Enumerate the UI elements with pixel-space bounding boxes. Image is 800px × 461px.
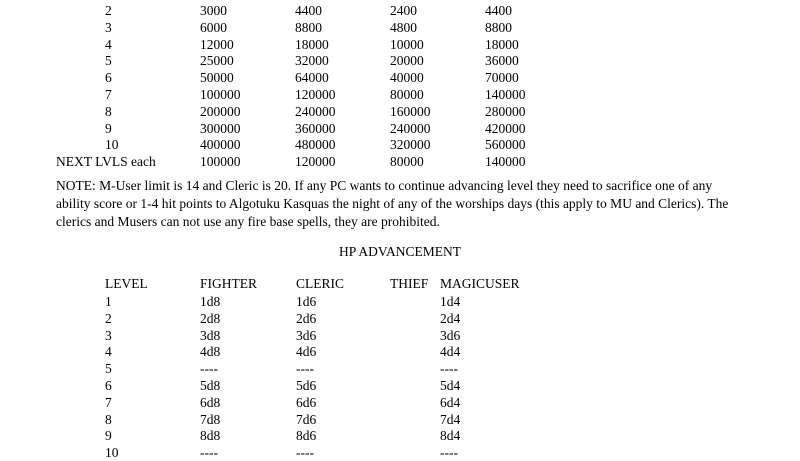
hp-level-cell: 7 xyxy=(105,394,112,410)
hp-dice-cell: 1d6 xyxy=(296,294,317,309)
xp-value-cell: 18000 xyxy=(485,36,519,52)
xp-value-cell: 3000 xyxy=(200,3,227,18)
xp-value-cell: 25000 xyxy=(200,53,234,69)
xp-value-cell: 160000 xyxy=(390,103,431,119)
xp-value-cell: 80000 xyxy=(390,87,424,102)
hp-dice-cell: 2d6 xyxy=(296,310,317,326)
xp-value-cell: 32000 xyxy=(295,53,329,69)
xp-level-cell: NEXT LVLS each xyxy=(56,154,156,170)
hp-dice-cell: 8d8 xyxy=(200,428,221,444)
xp-value-cell: 20000 xyxy=(390,53,424,69)
xp-value-cell: 4400 xyxy=(295,3,322,18)
xp-value-cell: 18000 xyxy=(295,36,329,52)
hp-dice-cell: 3d6 xyxy=(440,327,461,343)
hp-dice-cell: 4d4 xyxy=(440,344,461,360)
xp-value-cell: 64000 xyxy=(295,70,329,86)
hp-level-cell: 2 xyxy=(105,310,112,326)
xp-value-cell: 8800 xyxy=(295,19,322,35)
hp-dice-cell: 5d8 xyxy=(200,378,221,393)
hp-dice-cell: 6d4 xyxy=(440,394,461,410)
xp-level-cell: 3 xyxy=(105,19,112,35)
hp-header-thief: THIEF xyxy=(390,276,429,291)
xp-value-cell: 280000 xyxy=(485,103,526,119)
xp-value-cell: 100000 xyxy=(200,87,241,102)
hp-dice-cell: ---- xyxy=(200,361,218,377)
xp-value-cell: 6000 xyxy=(200,19,227,35)
xp-value-cell: 10000 xyxy=(390,36,424,52)
xp-value-cell: 140000 xyxy=(485,87,526,102)
xp-value-cell: 100000 xyxy=(200,154,241,170)
xp-level-cell: 6 xyxy=(105,70,112,86)
xp-value-cell: 40000 xyxy=(390,70,424,86)
xp-value-cell: 560000 xyxy=(485,137,526,153)
xp-value-cell: 50000 xyxy=(200,70,234,86)
xp-value-cell: 480000 xyxy=(295,137,336,153)
xp-value-cell: 400000 xyxy=(200,137,241,153)
xp-value-cell: 200000 xyxy=(200,103,241,119)
hp-dice-cell: ---- xyxy=(200,445,218,461)
xp-value-cell: 36000 xyxy=(485,53,519,69)
hp-advancement-title: HP ADVANCEMENT xyxy=(339,244,461,259)
xp-value-cell: 120000 xyxy=(295,87,336,102)
hp-dice-cell: 7d8 xyxy=(200,411,221,427)
hp-dice-cell: 7d6 xyxy=(296,411,317,427)
hp-header-cleric: CLERIC xyxy=(296,276,345,291)
xp-value-cell: 4800 xyxy=(390,19,417,35)
hp-level-cell: 10 xyxy=(105,445,119,461)
xp-value-cell: 12000 xyxy=(200,36,234,52)
hp-dice-cell: ---- xyxy=(440,361,458,377)
hp-level-cell: 8 xyxy=(105,411,112,427)
xp-level-cell: 9 xyxy=(105,120,112,136)
xp-level-cell: 5 xyxy=(105,53,112,69)
xp-value-cell: 2400 xyxy=(390,3,417,18)
hp-level-cell: 9 xyxy=(105,428,112,444)
xp-value-cell: 80000 xyxy=(390,154,424,170)
hp-header-fighter: FIGHTER xyxy=(200,276,257,291)
hp-level-cell: 5 xyxy=(105,361,112,377)
xp-value-cell: 8800 xyxy=(485,19,512,35)
hp-dice-cell: 3d6 xyxy=(296,327,317,343)
xp-level-cell: 4 xyxy=(105,36,112,52)
xp-value-cell: 360000 xyxy=(295,120,336,136)
xp-value-cell: 120000 xyxy=(295,154,336,170)
xp-value-cell: 140000 xyxy=(485,154,526,170)
xp-value-cell: 240000 xyxy=(390,120,431,136)
hp-dice-cell: ---- xyxy=(296,445,314,461)
note-paragraph: NOTE: M-User limit is 14 and Cleric is 20. If any PC wants to continue advancing level they need to sacrifice one of any ability score or 1-4 hit points to Algotuku Kasquas the night of any of the worships days (this apply to MU and Clerics). The clerics and Musers can not use any fire base spells, they are prohibited. xyxy=(56,178,729,229)
hp-dice-cell: 8d6 xyxy=(296,428,317,444)
hp-level-cell: 6 xyxy=(105,378,112,393)
xp-level-cell: 10 xyxy=(105,137,119,153)
hp-dice-cell: 5d6 xyxy=(296,378,317,393)
hp-dice-cell: 6d8 xyxy=(200,394,221,410)
hp-dice-cell: 2d4 xyxy=(440,310,461,326)
hp-header-magicuser: MAGICUSER xyxy=(440,276,520,291)
xp-level-cell: 8 xyxy=(105,103,112,119)
hp-dice-cell: 5d4 xyxy=(440,378,461,393)
hp-dice-cell: 1d8 xyxy=(200,294,221,309)
hp-dice-cell: 3d8 xyxy=(200,327,221,343)
xp-value-cell: 240000 xyxy=(295,103,336,119)
hp-dice-cell: 6d6 xyxy=(296,394,317,410)
hp-dice-cell: 8d4 xyxy=(440,428,461,444)
hp-dice-cell: 1d4 xyxy=(440,294,461,309)
hp-header-level: LEVEL xyxy=(105,276,148,291)
hp-dice-cell: 2d8 xyxy=(200,310,221,326)
hp-dice-cell: 7d4 xyxy=(440,411,461,427)
hp-dice-cell: ---- xyxy=(440,445,458,461)
hp-level-cell: 3 xyxy=(105,327,112,343)
hp-dice-cell: ---- xyxy=(296,361,314,377)
xp-value-cell: 4400 xyxy=(485,3,512,18)
xp-level-cell: 2 xyxy=(105,3,112,18)
xp-value-cell: 300000 xyxy=(200,120,241,136)
hp-level-cell: 1 xyxy=(105,294,112,309)
xp-value-cell: 420000 xyxy=(485,120,526,136)
xp-value-cell: 70000 xyxy=(485,70,519,86)
hp-dice-cell: 4d8 xyxy=(200,344,221,360)
xp-value-cell: 320000 xyxy=(390,137,431,153)
xp-level-cell: 7 xyxy=(105,87,112,102)
hp-dice-cell: 4d6 xyxy=(296,344,317,360)
hp-level-cell: 4 xyxy=(105,344,112,360)
